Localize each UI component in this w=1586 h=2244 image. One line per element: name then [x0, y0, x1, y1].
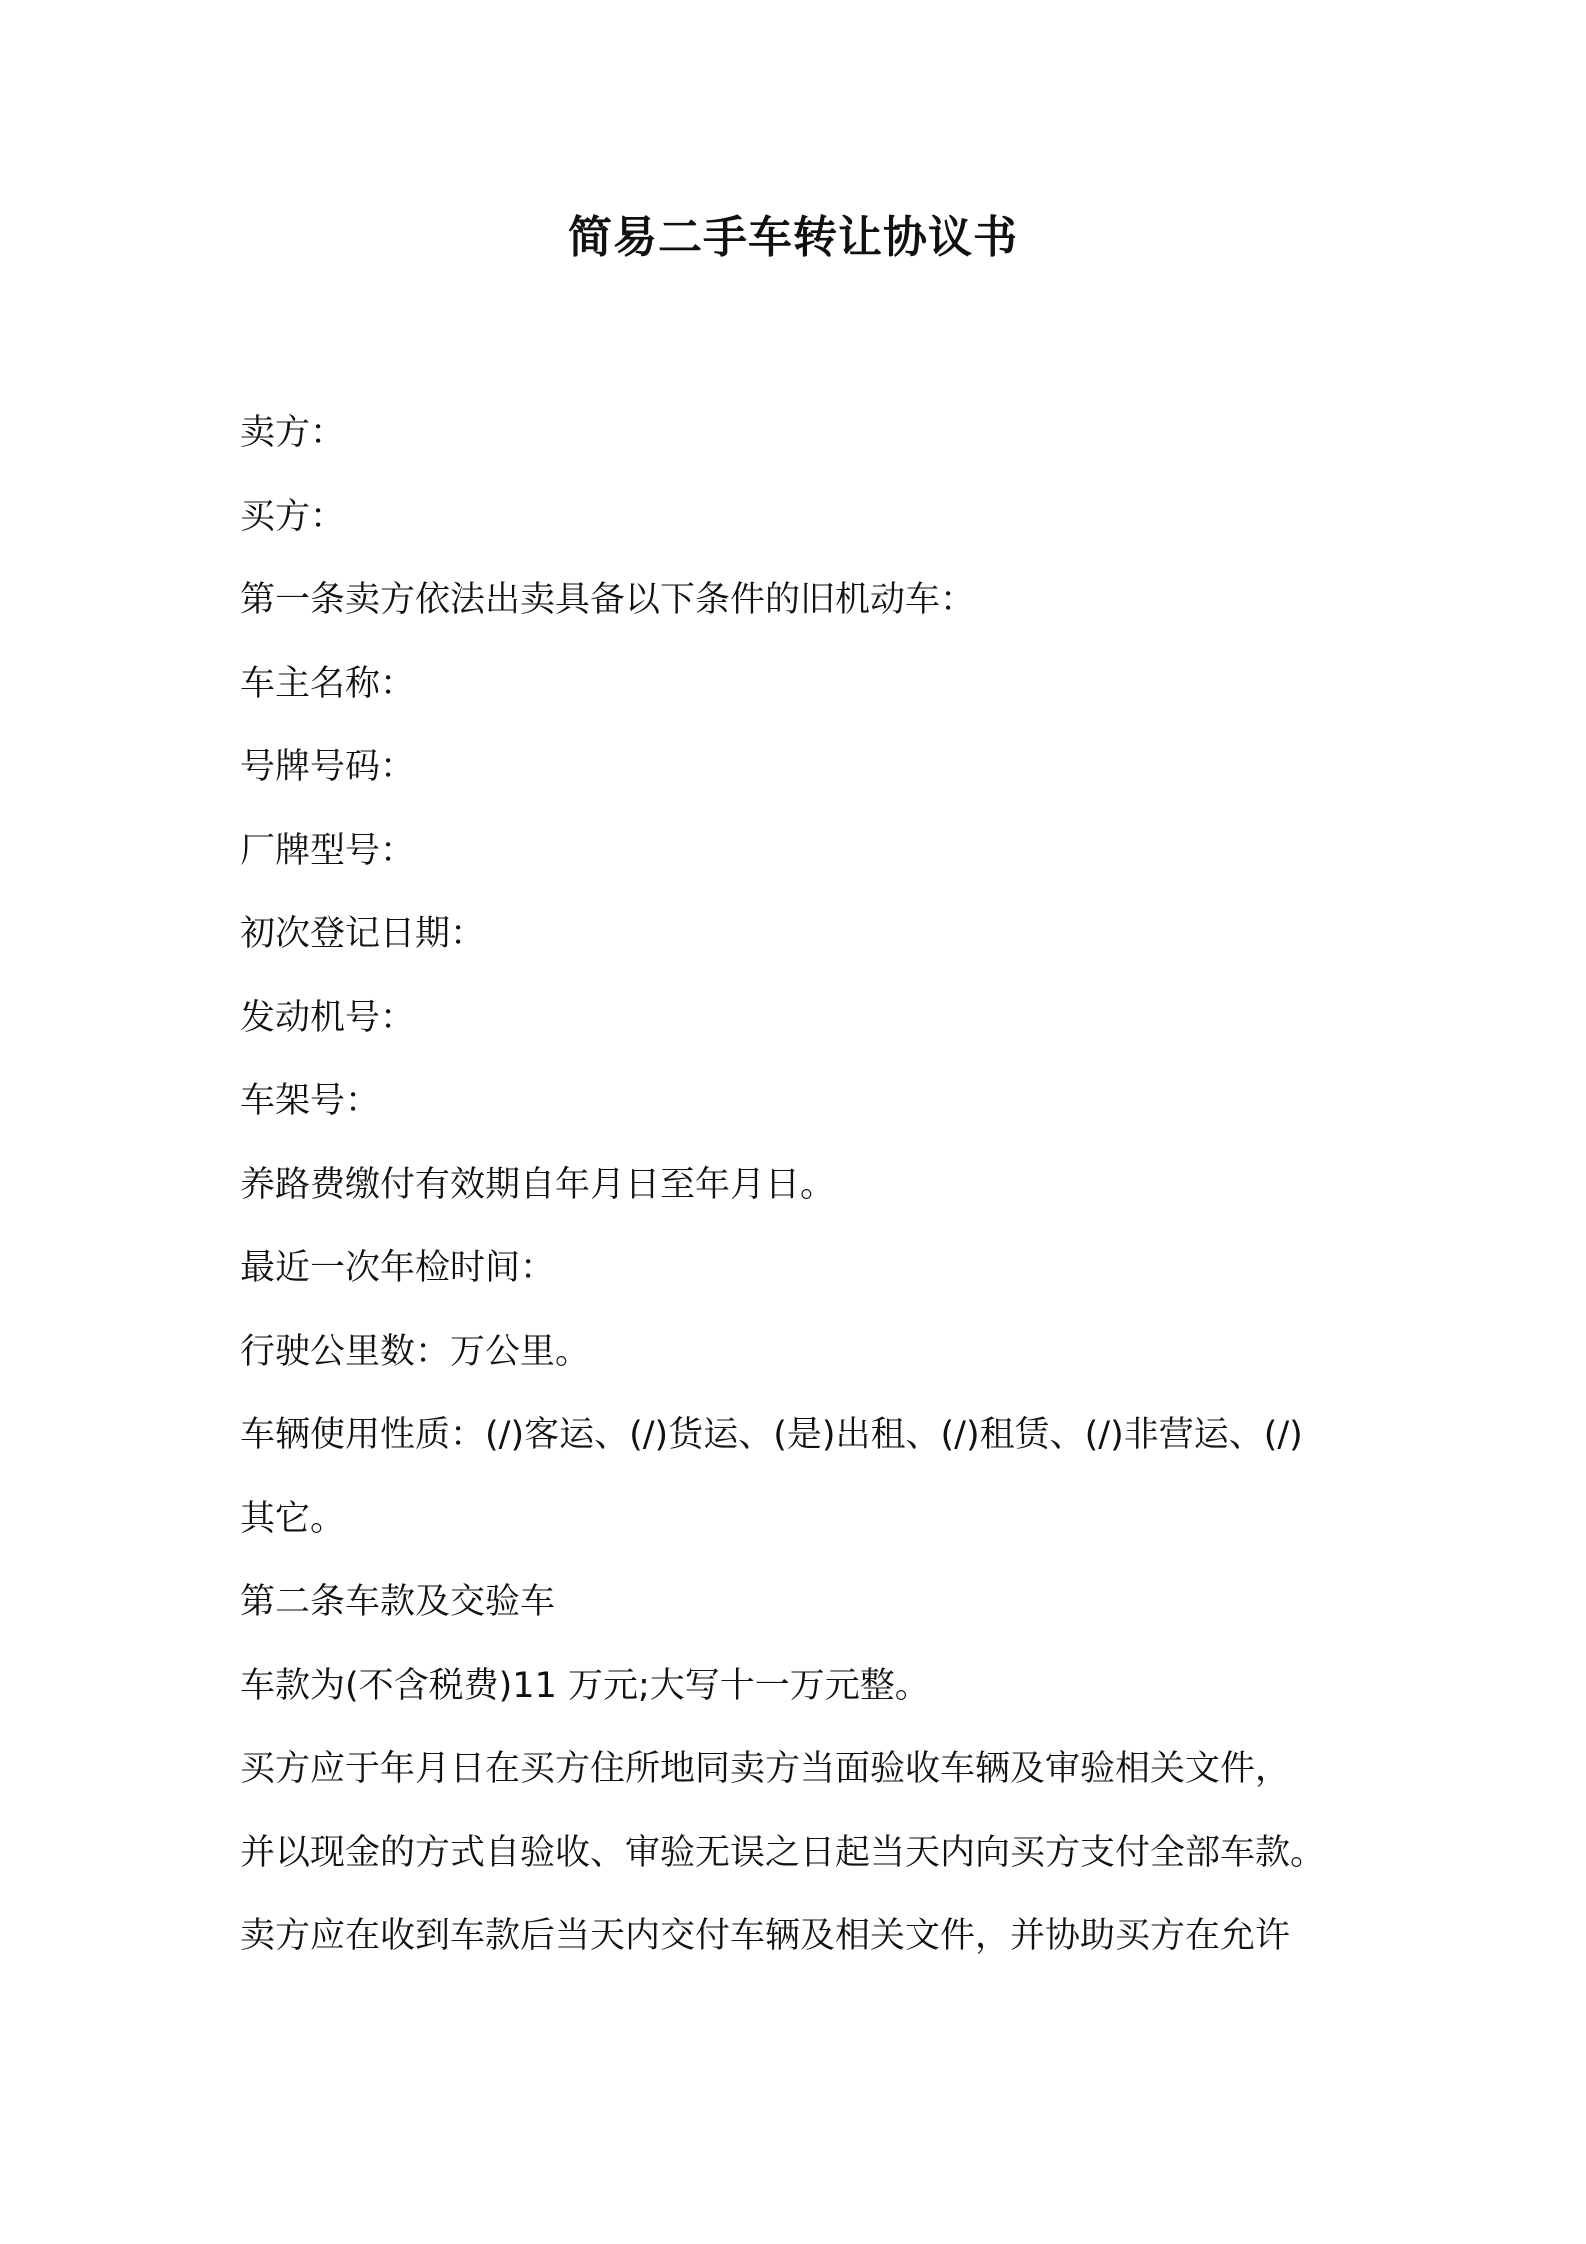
usage-nature-continued-line: 其它。 [240, 1498, 346, 1539]
last-inspection-line: 最近一次年检时间： [240, 1248, 556, 1288]
price-line: 车款为(不含税费)11 万元;大写十一万元整。 [240, 1665, 930, 1706]
frame-number-line: 车架号： [240, 1081, 381, 1121]
document-title: 简易二手车转让协议书 [568, 212, 1018, 263]
document-body [240, 408, 1400, 1995]
article-two-heading: 第二条车款及交验车 [240, 1582, 556, 1622]
seller-line: 卖方： [240, 413, 346, 453]
paragraph-line: 买方应于年月日在买方住所地同卖方当面验收车辆及审验相关文件， [240, 1749, 1291, 1789]
mileage-line: 行驶公里数：万公里。 [240, 1331, 591, 1372]
usage-nature-line: 车辆使用性质：(/)客运、(/)货运、(是)出租、(/)租赁、(/)非营运、(/) [240, 1415, 1303, 1455]
paragraph-line: 卖方应在收到车款后当天内交付车辆及相关文件，并协助买方在允许 [240, 1916, 1291, 1956]
first-registration-date-line: 初次登记日期： [240, 914, 486, 954]
plate-number-line: 号牌号码： [240, 747, 416, 787]
owner-name-line: 车主名称： [240, 663, 416, 704]
buyer-line: 买方： [240, 496, 346, 537]
article-one-heading: 第一条卖方依法出卖具备以下条件的旧机动车： [240, 580, 976, 620]
brand-model-line: 厂牌型号： [240, 830, 416, 871]
paragraph-line: 并以现金的方式自验收、审验无误之日起当天内向买方支付全部车款。 [240, 1832, 1326, 1873]
road-fee-validity-line: 养路费缴付有效期自年月日至年月日。 [240, 1164, 836, 1205]
engine-number-line: 发动机号： [240, 997, 416, 1038]
